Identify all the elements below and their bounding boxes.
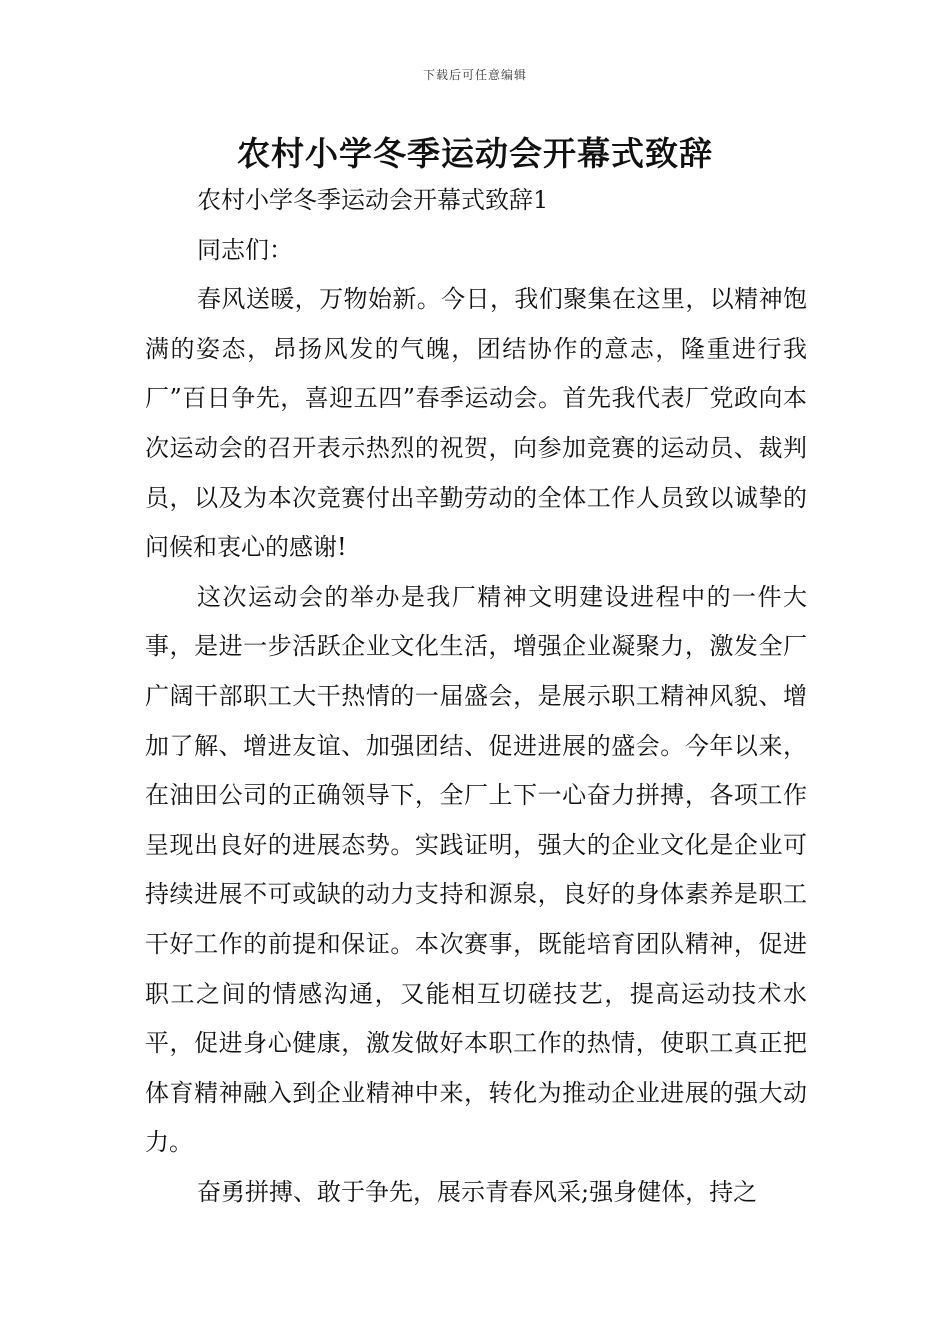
document-subtitle: 农村小学冬季运动会开幕式致辞1 bbox=[197, 186, 549, 214]
paragraph: 这次运动会的举办是我厂精神文明建设进程中的一件大事，是进一步活跃企业文化生活，增强企业凝聚力，激发全厂广阔干部职工大干热情的一届盛会，是展示职工精神风貌、增加了解、增进友谊、加强团结、促进进展的盛会。今年以来，在油田公司的正确领导下，全厂上下一心奋力拼搏，各项工作呈现出良好的进展态势。实践证明，强大的企业文化是企业可持续进展不可或缺的动力支持和源泉，良好的身体素养是职工干好工作的前提和保证。本次赛事，既能培育团队精神，促进职工之间的情感沟通，又能相互切磋技艺，提高运动技术水平，促进身心健康，激发做好本职工作的热情，使职工真正把体育精神融入到企业精神中来，转化为推动企业进展的强大动力。 bbox=[145, 582, 807, 1157]
paragraph: 奋勇拼搏、敢于争先，展示青春风采;强身健体，持之 bbox=[197, 1177, 758, 1206]
header-note: 下载后可任意编辑 bbox=[422, 68, 527, 82]
document-body bbox=[145, 176, 807, 1217]
paragraph: 春风送暖，万物始新。今日，我们聚集在这里，以精神饱满的姿态，昂扬风发的气魄，团结协作的意志，隆重进行我厂”百日争先，喜迎五四”春季运动会。首先我代表厂党政向本次运动会的召开表示热烈的祝贺，向参加竞赛的运动员、裁判员，以及为本次竞赛付出辛勤劳动的全体工作人员致以诚挚的问候和衷心的感谢! bbox=[145, 285, 807, 562]
salutation: 同志们： bbox=[197, 235, 293, 264]
page-title: 农村小学冬季运动会开幕式致辞 bbox=[237, 134, 713, 173]
